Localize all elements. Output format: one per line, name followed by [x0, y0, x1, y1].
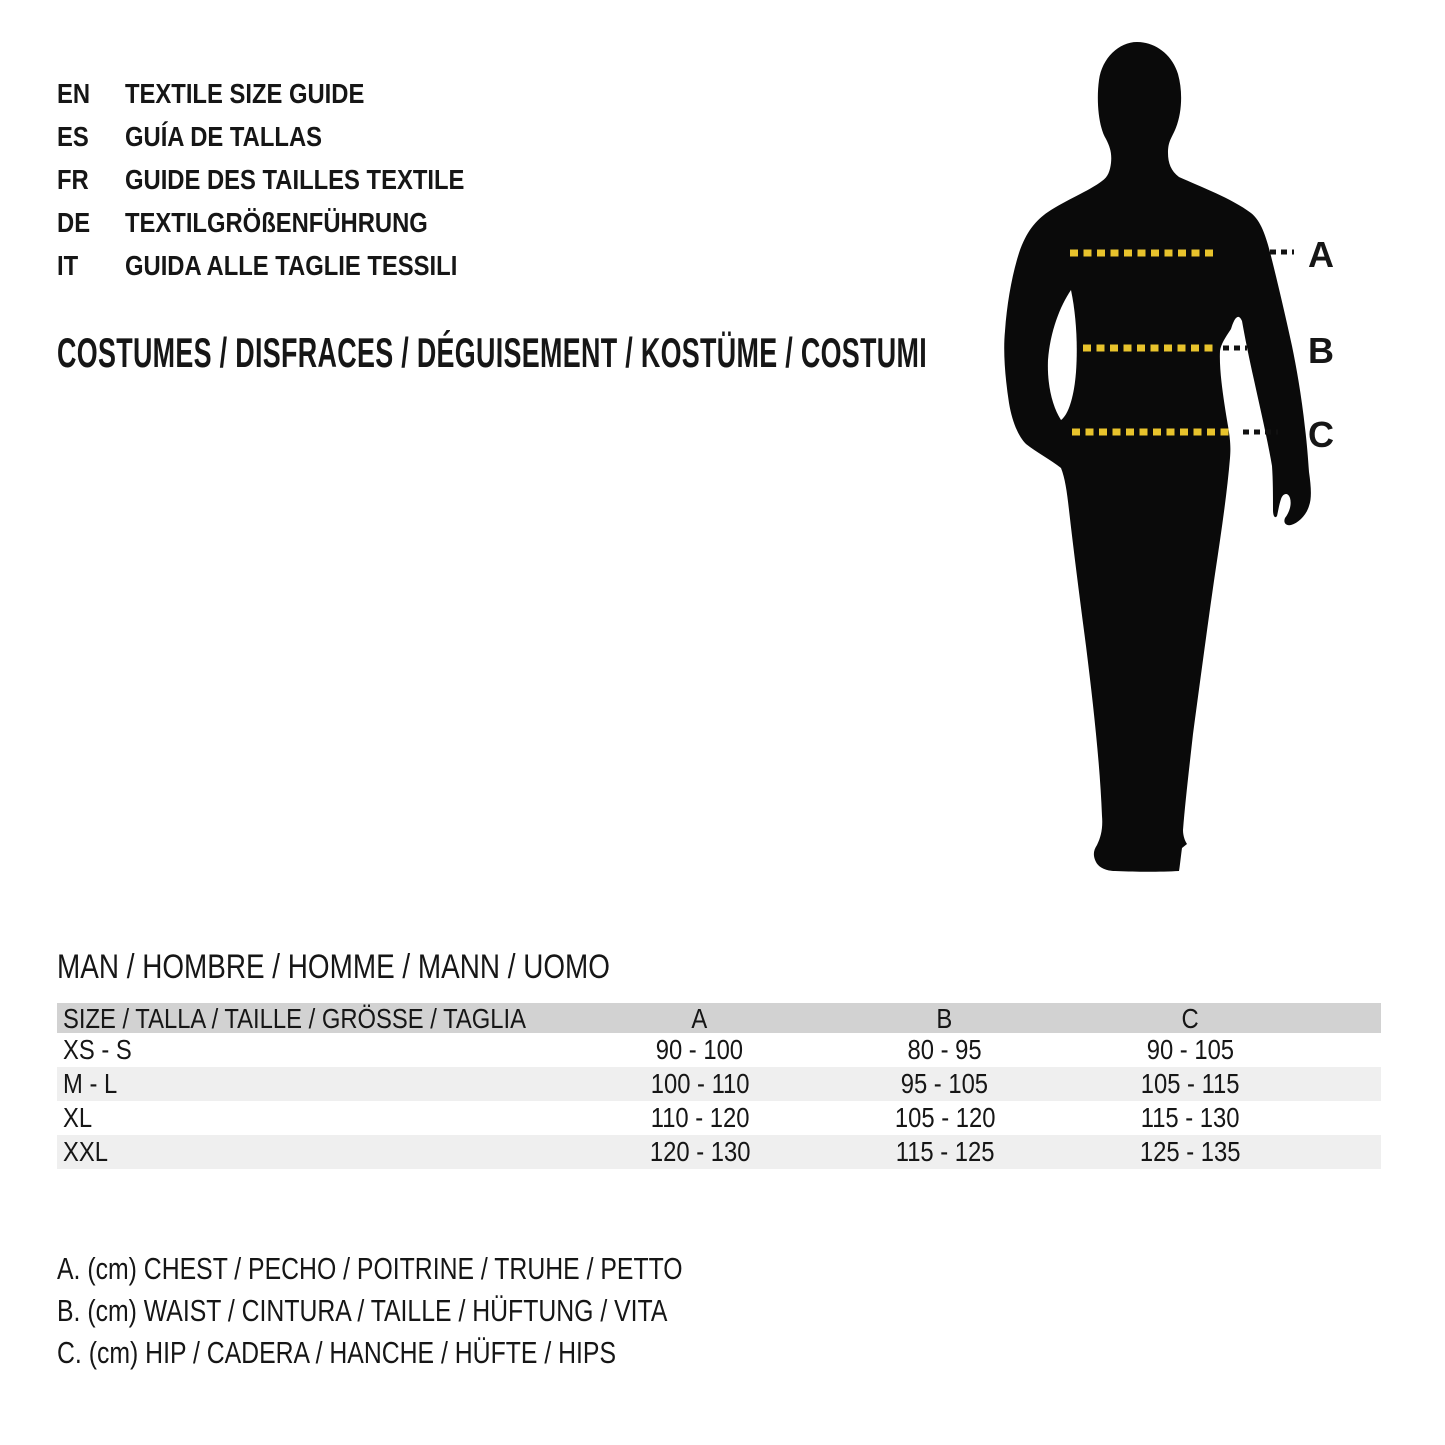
silhouette-body — [1004, 42, 1311, 872]
size-cell: XL — [63, 1102, 93, 1133]
size-cell: M - L — [63, 1068, 118, 1099]
table-row-m-l — [57, 1067, 1381, 1101]
size-table — [57, 1003, 1381, 1169]
size-table-header-row — [57, 1003, 1381, 1033]
lang-label: GUÍA DE TALLAS — [125, 120, 323, 152]
table-row-xs-s — [57, 1033, 1381, 1067]
man-silhouette-figure — [988, 40, 1350, 902]
size-cell: XXL — [63, 1136, 108, 1167]
chest-cell: 90 - 100 — [656, 1034, 744, 1065]
measure-label-c: C — [1308, 414, 1334, 455]
hip-cell: 105 - 115 — [1140, 1068, 1240, 1099]
hip-cell: 115 - 130 — [1140, 1102, 1240, 1133]
lang-label: GUIDA ALLE TAGLIE TESSILI — [125, 249, 458, 281]
lang-code: IT — [57, 249, 79, 281]
table-row-xxl — [57, 1135, 1381, 1169]
table-row-xl — [57, 1101, 1381, 1135]
column-header-c: C — [1181, 1003, 1199, 1034]
lang-row-en — [57, 72, 464, 115]
hip-cell: 125 - 135 — [1139, 1136, 1241, 1167]
lang-code: DE — [57, 206, 91, 238]
chest-cell: 110 - 120 — [650, 1102, 750, 1133]
chest-cell: 120 - 130 — [649, 1136, 751, 1167]
section-title-man: MAN / HOMBRE / HOMME / MANN / UOMO — [57, 948, 610, 986]
hip-cell: 90 - 105 — [1146, 1034, 1234, 1065]
waist-cell: 95 - 105 — [901, 1068, 989, 1099]
note-waist: B. (cm) WAIST / CINTURA / TAILLE / HÜFTUNG / VITA — [57, 1293, 668, 1328]
lang-label: TEXTILE SIZE GUIDE — [125, 77, 365, 109]
category-title: COSTUMES / DISFRACES / DÉGUISEMENT / KOSTÜME / COSTUMI — [57, 329, 928, 376]
lang-code: EN — [57, 77, 91, 109]
lang-row-it — [57, 244, 464, 287]
note-hip: C. (cm) HIP / CADERA / HANCHE / HÜFTE / HIPS — [57, 1335, 616, 1370]
column-header-size: SIZE / TALLA / TAILLE / GRÖSSE / TAGLIA — [63, 1003, 526, 1034]
column-header-b: B — [936, 1003, 953, 1034]
lang-row-de — [57, 201, 464, 244]
measurement-notes — [57, 1248, 839, 1374]
lang-code: ES — [57, 120, 89, 152]
size-cell: XS - S — [63, 1034, 132, 1065]
lang-label: TEXTILGRÖßENFÜHRUNG — [125, 206, 428, 238]
waist-cell: 80 - 95 — [907, 1034, 982, 1065]
measure-label-a: A — [1308, 234, 1334, 275]
column-header-a: A — [691, 1003, 708, 1034]
chest-cell: 100 - 110 — [650, 1068, 750, 1099]
lang-label: GUIDE DES TAILLES TEXTILE — [125, 163, 465, 195]
man-silhouette-icon — [988, 40, 1350, 902]
language-list — [57, 72, 536, 287]
lang-code: FR — [57, 163, 89, 195]
waist-cell: 115 - 125 — [895, 1136, 995, 1167]
note-chest: A. (cm) CHEST / PECHO / POITRINE / TRUHE / PETTO — [57, 1251, 683, 1286]
lang-row-fr — [57, 158, 464, 201]
waist-cell: 105 - 120 — [894, 1102, 996, 1133]
measure-label-b: B — [1308, 330, 1334, 371]
lang-row-es — [57, 115, 464, 158]
